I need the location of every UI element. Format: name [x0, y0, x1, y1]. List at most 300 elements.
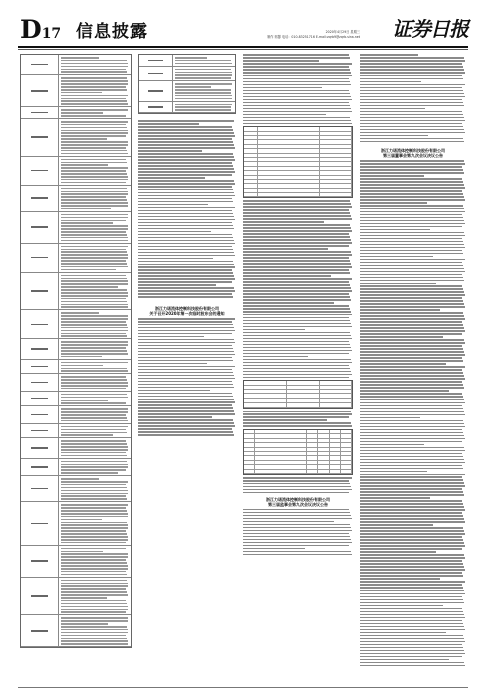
- text-line: [243, 314, 352, 316]
- table-cell: [318, 452, 329, 455]
- text-line: [360, 166, 462, 168]
- text-line: [243, 548, 305, 550]
- text-line: [61, 640, 127, 642]
- table-cell: [258, 180, 320, 183]
- text-line: [138, 330, 235, 332]
- text-line: [61, 487, 127, 489]
- table-cell: [320, 386, 353, 389]
- text-line: [243, 111, 352, 113]
- text-line: [243, 200, 350, 202]
- text-line: [360, 596, 462, 598]
- text-line: [360, 297, 462, 299]
- text-line: [61, 335, 127, 337]
- text-line: [360, 135, 428, 137]
- text-line: [61, 368, 127, 370]
- table-cell: [59, 212, 131, 243]
- text-line: [243, 293, 349, 295]
- table-cell: [258, 167, 320, 170]
- text-line: [360, 363, 446, 365]
- text-line: [360, 247, 465, 249]
- text-line: [243, 554, 352, 556]
- text-line: [360, 300, 463, 302]
- text-line: [61, 66, 128, 68]
- text-line: [61, 301, 127, 303]
- text-line: [61, 536, 127, 538]
- table-row: [21, 186, 131, 212]
- text-line: [61, 402, 126, 404]
- text-line: [360, 132, 465, 134]
- table-row: [21, 374, 131, 391]
- text-line: [138, 159, 235, 161]
- table-cell: [307, 439, 318, 442]
- text-line: [61, 150, 127, 152]
- text-line: [243, 377, 349, 379]
- text-line: [138, 281, 232, 283]
- header-rule-thin: [18, 49, 468, 50]
- text-line: [61, 400, 108, 402]
- text-line: [138, 369, 232, 371]
- table-cell: [244, 394, 287, 397]
- text-line: [243, 483, 350, 485]
- table-cell: [244, 193, 258, 196]
- text-line: [138, 195, 235, 197]
- text-line: [360, 518, 464, 520]
- text-line: [243, 302, 334, 304]
- text-line: [243, 93, 350, 95]
- text-line: [360, 141, 464, 143]
- table-cell: [258, 145, 320, 148]
- text-line: [138, 324, 233, 326]
- table-cell: [255, 452, 307, 455]
- table-cell: [318, 461, 329, 464]
- text-line: [243, 356, 308, 358]
- table-cell: [21, 310, 59, 338]
- table-cell: [255, 465, 307, 468]
- text-line: [360, 99, 462, 101]
- table-cell: [244, 176, 258, 179]
- text-line: [61, 591, 127, 593]
- text-line: [61, 362, 128, 364]
- text-line: [61, 565, 127, 567]
- text-line: [243, 353, 349, 355]
- text-line: [360, 405, 462, 407]
- text-line: [138, 243, 235, 245]
- text-line: [61, 269, 116, 271]
- text-line: [360, 105, 464, 107]
- text-line: [138, 336, 204, 338]
- text-line: [138, 287, 234, 289]
- text-line: [138, 419, 233, 421]
- table-cell: [244, 399, 287, 402]
- table-cell: [59, 186, 131, 211]
- table-cell: [59, 157, 131, 185]
- text-line: [360, 190, 462, 192]
- text-line: [61, 588, 126, 590]
- text-line: [138, 345, 232, 347]
- text-line: [138, 213, 233, 215]
- text-line: [138, 150, 202, 152]
- text-line: [243, 335, 351, 337]
- text-line: [61, 643, 128, 645]
- text-line: [360, 542, 464, 544]
- table-cell: [21, 55, 59, 74]
- table-cell: [318, 448, 329, 451]
- table-cell: [173, 55, 235, 66]
- table-cell: [320, 189, 353, 192]
- text-line: [360, 485, 465, 487]
- text-line: [138, 372, 233, 374]
- text-line: [360, 411, 464, 413]
- text-line: [138, 123, 199, 125]
- notice-header-2: [243, 495, 353, 509]
- text-line: [243, 224, 350, 226]
- text-line: [360, 178, 462, 180]
- text-line: [61, 635, 126, 637]
- text-line: [360, 342, 465, 344]
- table-cell: [307, 434, 318, 437]
- text-line: [360, 196, 464, 198]
- text-line: [138, 363, 207, 365]
- text-line: [243, 75, 352, 77]
- table-cell: [59, 406, 131, 422]
- text-line: [138, 186, 232, 188]
- text-line: [360, 315, 464, 317]
- text-line: [243, 419, 327, 421]
- text-line: [360, 69, 464, 71]
- text-line: [243, 509, 349, 511]
- text-line: [360, 453, 462, 455]
- text-line: [360, 223, 465, 225]
- text-line: [243, 350, 352, 352]
- table-cell: [320, 154, 353, 157]
- text-line: [61, 524, 127, 526]
- text-line: [61, 196, 126, 198]
- text-line: [61, 173, 127, 175]
- table-cell: [244, 434, 255, 437]
- text-line: [360, 72, 465, 74]
- table-cell: [244, 132, 258, 135]
- text-line: [138, 393, 232, 395]
- table-cell: [320, 193, 353, 196]
- table-cell: [307, 456, 318, 459]
- text-line: [360, 587, 463, 589]
- text-line: [360, 123, 462, 125]
- text-line: [138, 237, 233, 239]
- table-cell: [320, 162, 353, 165]
- table-cell: [258, 149, 320, 152]
- text-line: [138, 198, 232, 200]
- text-line: [61, 124, 126, 126]
- text-line: [138, 381, 232, 383]
- text-line: [61, 493, 128, 495]
- text-line: [61, 455, 127, 457]
- text-line: [243, 117, 350, 119]
- text-line: [360, 644, 462, 646]
- text-line: [243, 233, 349, 235]
- text-line: [360, 632, 446, 634]
- column-1: [20, 54, 132, 682]
- table-row: [21, 546, 131, 578]
- text-line: [360, 420, 463, 422]
- text-line: [360, 241, 463, 243]
- table-cell: [255, 443, 307, 446]
- text-line: [360, 351, 464, 353]
- text-line: [360, 399, 464, 401]
- table-cell: [139, 67, 173, 81]
- text-line: [360, 432, 463, 434]
- table-cell: [307, 452, 318, 455]
- text-line: [138, 255, 235, 257]
- text-line: [360, 120, 465, 122]
- table-cell: [59, 615, 131, 646]
- text-line: [360, 217, 463, 219]
- text-line: [61, 603, 127, 605]
- text-line: [61, 417, 127, 419]
- text-line: [138, 375, 234, 377]
- text-line: [360, 620, 462, 622]
- text-line: [360, 318, 465, 320]
- text-line: [243, 329, 305, 331]
- text-line: [138, 431, 233, 433]
- text-line: [360, 608, 462, 610]
- text-line: [243, 492, 349, 494]
- table-cell: [244, 430, 255, 433]
- text-line: [360, 566, 464, 568]
- text-line: [61, 115, 126, 117]
- table-cell: [341, 434, 352, 437]
- text-line: [243, 341, 349, 343]
- table-row: [139, 55, 235, 67]
- table-row: [139, 102, 235, 114]
- text-line: [61, 135, 126, 137]
- text-line: [360, 435, 464, 437]
- table-row: [21, 212, 131, 244]
- table-cell: [21, 459, 59, 475]
- text-line: [138, 246, 232, 248]
- text-line: [61, 426, 128, 428]
- text-line: [360, 423, 464, 425]
- table-cell: [139, 81, 173, 100]
- text-line: [360, 345, 462, 347]
- table-cell: [287, 386, 320, 389]
- text-line: [175, 60, 232, 62]
- text-line: [61, 60, 127, 62]
- text-line: [360, 81, 421, 83]
- text-line: [138, 225, 233, 227]
- text-line: [243, 278, 352, 280]
- text-line: [360, 274, 462, 276]
- text-line: [138, 177, 205, 179]
- text-line: [61, 263, 127, 265]
- table-cell: [21, 406, 59, 422]
- text-line: [243, 551, 351, 553]
- table-cell: [59, 438, 131, 457]
- text-line: [61, 397, 127, 399]
- text-line: [61, 527, 128, 529]
- table-cell: [258, 189, 320, 192]
- table-cell: [59, 476, 131, 501]
- text-line: [360, 512, 462, 514]
- text-line: [61, 556, 128, 558]
- table-cell: [255, 439, 307, 442]
- text-line: [61, 478, 98, 480]
- table-cell: [320, 381, 353, 384]
- text-line: [360, 381, 462, 383]
- text-line: [243, 515, 351, 517]
- table-row: [21, 273, 131, 311]
- text-line: [360, 447, 464, 449]
- table-cell: [21, 107, 59, 118]
- text-line: [61, 344, 128, 346]
- text-line: [360, 456, 463, 458]
- text-line: [61, 394, 127, 396]
- text-line: [360, 533, 465, 535]
- text-line: [360, 617, 465, 619]
- text-line: [243, 347, 351, 349]
- text-line: [243, 338, 352, 340]
- text-line: [243, 290, 352, 292]
- table-cell: [258, 193, 320, 196]
- text-line: [138, 141, 233, 143]
- table-cell: [244, 439, 255, 442]
- text-line: [360, 450, 465, 452]
- table-cell: [330, 452, 341, 455]
- table-row: [21, 578, 131, 616]
- text-line: [243, 236, 350, 238]
- text-line: [138, 201, 233, 203]
- table-cell: [59, 374, 131, 390]
- table-cell: [244, 184, 258, 187]
- text-line: [243, 539, 351, 541]
- text-line: [138, 378, 235, 380]
- text-line: [138, 366, 235, 368]
- table-cell: [21, 157, 59, 185]
- table-cell: [320, 167, 353, 170]
- text-line: [61, 385, 128, 387]
- table-cell: [258, 154, 320, 157]
- text-line: [61, 504, 128, 506]
- text-line: [360, 662, 464, 664]
- text-line: [360, 333, 462, 335]
- text-line: [138, 162, 232, 164]
- text-line: [61, 231, 126, 233]
- text-line: [360, 108, 425, 110]
- text-line: [243, 263, 351, 265]
- text-line: [360, 66, 463, 68]
- text-line: [61, 251, 127, 253]
- text-line: [360, 500, 462, 502]
- text-line: [243, 344, 350, 346]
- text-line: [61, 138, 106, 140]
- text-line: [360, 199, 465, 201]
- table-cell: [318, 456, 329, 459]
- text-line: [360, 208, 464, 210]
- table-cell: [307, 430, 318, 433]
- text-line: [360, 114, 463, 116]
- text-line: [360, 111, 462, 113]
- disclosure-table-continued: [138, 54, 236, 114]
- table-cell: [255, 448, 307, 451]
- text-line: [61, 63, 127, 65]
- text-line: [360, 572, 462, 574]
- body-text: [243, 54, 353, 124]
- table-cell: [59, 360, 131, 374]
- text-line: [61, 214, 127, 216]
- text-line: [360, 396, 463, 398]
- text-line: [360, 285, 462, 287]
- text-line: [138, 171, 235, 173]
- text-line: [61, 176, 127, 178]
- text-line: [360, 560, 462, 562]
- text-line: [360, 623, 463, 625]
- text-line: [61, 632, 128, 634]
- text-line: [138, 387, 234, 389]
- text-line: [360, 462, 465, 464]
- text-line: [243, 66, 349, 68]
- text-line: [360, 117, 464, 119]
- text-line: [243, 242, 352, 244]
- text-line: [61, 228, 128, 230]
- table-cell: [320, 184, 353, 187]
- text-line: [360, 375, 464, 377]
- text-line: [243, 477, 352, 479]
- text-line: [175, 106, 231, 108]
- table-cell: [244, 465, 255, 468]
- text-line: [61, 440, 126, 442]
- table-cell: [244, 443, 255, 446]
- body-text: [138, 120, 236, 298]
- text-line: [360, 665, 465, 667]
- text-line: [138, 428, 232, 430]
- text-line: [61, 289, 127, 291]
- text-line: [61, 388, 126, 390]
- text-line: [138, 390, 210, 392]
- text-line: [360, 593, 465, 595]
- text-line: [61, 225, 127, 227]
- table-cell: [59, 459, 131, 475]
- table-cell: [258, 127, 320, 130]
- proposal-table: [243, 429, 353, 475]
- text-line: [360, 408, 463, 410]
- text-line: [138, 153, 233, 155]
- text-line: [243, 411, 351, 413]
- table-cell: [173, 81, 235, 100]
- text-line: [175, 86, 211, 88]
- table-cell: [330, 434, 341, 437]
- text-line: [243, 284, 350, 286]
- text-line: [138, 261, 233, 263]
- text-line: [138, 147, 235, 149]
- text-line: [360, 650, 464, 652]
- table-cell: [21, 438, 59, 457]
- text-line: [61, 95, 128, 97]
- text-line: [61, 484, 126, 486]
- text-line: [360, 602, 464, 604]
- table-cell: [255, 470, 307, 473]
- text-line: [61, 217, 128, 219]
- table-row: [21, 615, 131, 647]
- text-line: [360, 175, 424, 177]
- text-line: [61, 498, 127, 500]
- text-line: [243, 524, 350, 526]
- text-line: [360, 357, 462, 359]
- text-line: [360, 372, 463, 374]
- table-cell: [320, 390, 353, 393]
- table-cell: [244, 390, 287, 393]
- table-cell: [318, 465, 329, 468]
- text-line: [360, 253, 463, 255]
- text-line: [175, 69, 232, 71]
